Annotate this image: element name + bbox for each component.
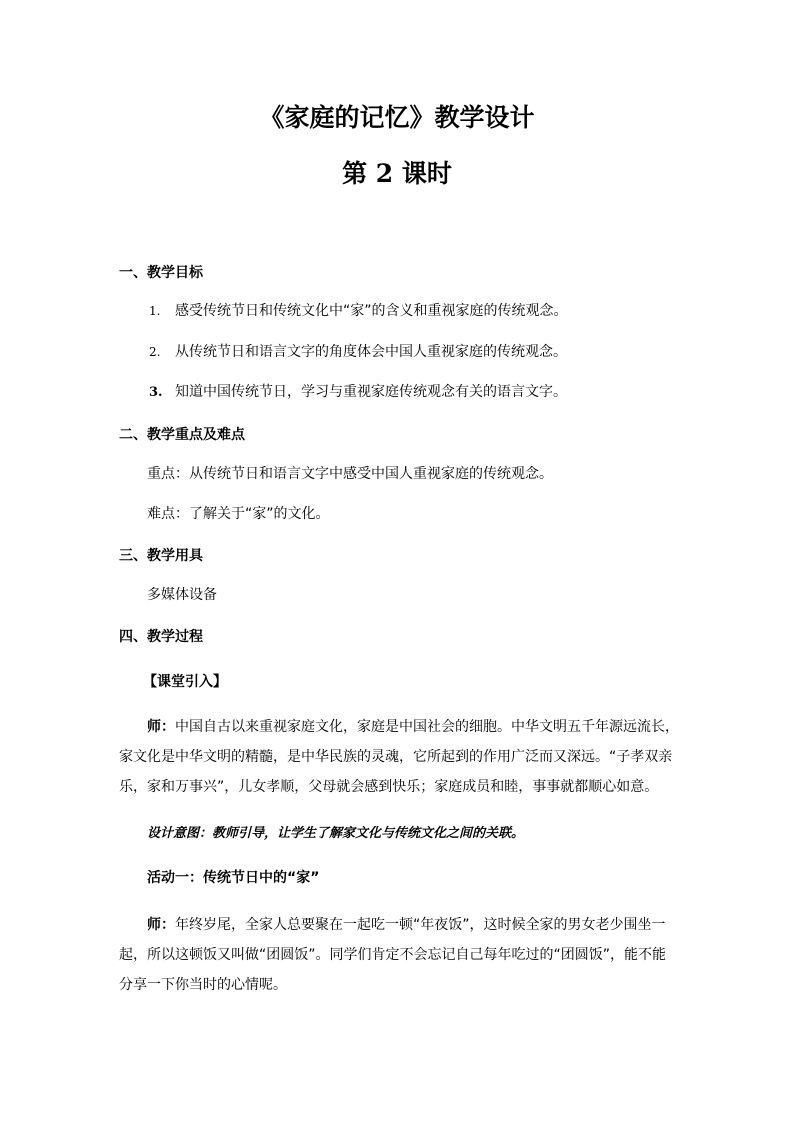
key-point-text: 重点：从传统节日和语言文字中感受中国人重视家庭的传统观念。 — [147, 466, 553, 482]
section-heading-tools: 三、教学用具 — [119, 548, 203, 564]
design-intent: 设计意图：教师引导，让学生了解家文化与传统文化之间的关联。 — [147, 826, 525, 841]
objective-number: 1. — [149, 304, 161, 318]
paragraph-line: 乐，家和万事兴”，儿女孝顺，父母就会感到快乐；家庭成员和睦，事事就都顺心如意。 — [119, 779, 659, 795]
document-subtitle: 第 2 课时 — [342, 159, 452, 188]
objective-number: 2. — [149, 345, 161, 359]
objective-item — [149, 382, 567, 403]
paragraph-line: 分享一下你当时的心情呢。 — [119, 977, 287, 993]
paragraph-line: 家文化是中华文明的精髓，是中华民族的灵魂，它所起到的作用广泛而又深远。“子孝双亲 — [119, 749, 673, 765]
tools-text: 多媒体设备 — [147, 587, 217, 603]
objective-item — [149, 342, 567, 362]
section-heading-key-points: 二、教学重点及难点 — [119, 427, 245, 443]
paragraph-line: 年终岁尾，全家人总要聚在一起吃一顿“年夜饭”，这时候全家的男女老少围坐一 — [175, 917, 666, 933]
document-title: 《家庭的记忆》教学设计 — [259, 103, 535, 132]
objective-text: 从传统节日和语言文字的角度体会中国人重视家庭的传统观念。 — [175, 344, 567, 360]
section-heading-objectives: 一、教学目标 — [119, 265, 203, 281]
paragraph-line: 中国自古以来重视家庭文化，家庭是中国社会的细胞。中华文明五千年源远流长， — [175, 719, 679, 735]
difficult-point-text: 难点：了解关于“家”的文化。 — [147, 506, 330, 522]
activity-paragraph — [119, 910, 675, 1000]
paragraph-line: 起，所以这顿饭又叫做“团圆饭”。同学们肯定不会忘记自己每年吃过的“团圆饭”，能不能 — [119, 947, 667, 963]
intro-paragraph — [119, 712, 679, 802]
teacher-label: 师： — [147, 917, 175, 933]
teacher-label: 师： — [147, 719, 175, 735]
section-heading-process: 四、教学过程 — [119, 629, 203, 645]
objective-text: 知道中国传统节日，学习与重视家庭传统观念有关的语言文字。 — [175, 384, 567, 400]
intro-label: 【课堂引入】 — [143, 674, 227, 690]
objective-text: 感受传统节日和传统文化中“家”的含义和重视家庭的传统观念。 — [175, 303, 568, 319]
activity-heading: 活动一：传统节日中的“家” — [147, 870, 320, 886]
objective-item — [149, 301, 568, 321]
objective-number: 3. — [149, 385, 163, 400]
